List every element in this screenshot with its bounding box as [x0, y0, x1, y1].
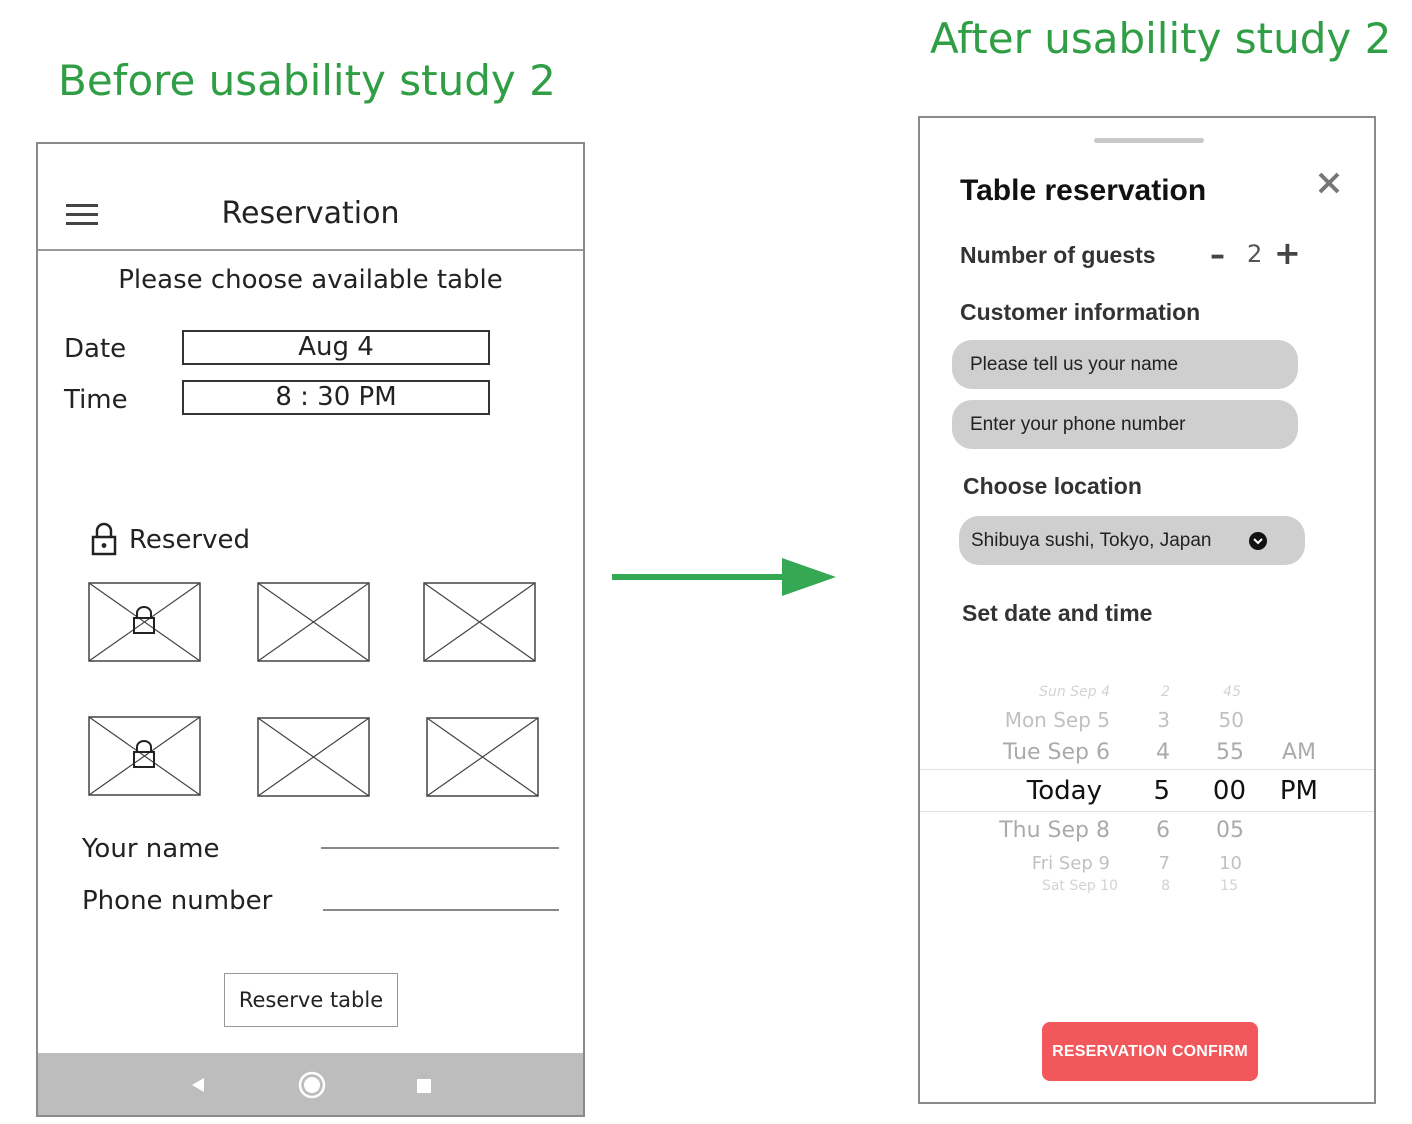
page-title: Reservation	[221, 196, 400, 231]
table-placeholder[interactable]	[257, 717, 370, 797]
after-heading: After usability study 2	[930, 14, 1392, 63]
guests-label: Number of guests	[960, 242, 1156, 268]
arrow-right-icon	[610, 556, 840, 598]
android-nav-bar	[38, 1053, 583, 1115]
location-value: Shibuya sushi, Tokyo, Japan	[971, 530, 1212, 551]
time-field[interactable]: 8 : 30 PM	[182, 380, 490, 415]
name-input[interactable]: Please tell us your name	[952, 340, 1298, 389]
lock-icon	[134, 607, 154, 633]
picker-row[interactable]: Fri Sep 9 7 10	[1031, 853, 1242, 874]
after-phone-mockup	[918, 116, 1376, 1104]
reserve-table-button[interactable]: Reserve table	[224, 973, 398, 1027]
name-label: Your name	[82, 834, 220, 864]
app-header	[38, 144, 583, 251]
picker-row[interactable]: Thu Sep 8 6 05	[999, 818, 1244, 843]
lock-icon	[134, 741, 154, 767]
phone-input[interactable]	[323, 909, 559, 911]
time-label: Time	[64, 385, 128, 415]
guests-count: 2	[1247, 240, 1263, 268]
location-label: Choose location	[963, 473, 1142, 499]
datetime-picker[interactable]	[920, 678, 1374, 898]
reservation-confirm-button[interactable]: RESERVATION CONFIRM	[1042, 1022, 1258, 1081]
location-select[interactable]	[959, 516, 1305, 565]
table-placeholder[interactable]	[426, 717, 539, 797]
before-heading: Before usability study 2	[58, 56, 556, 105]
picker-row-selected[interactable]: Today 5 00 PM	[1026, 776, 1318, 806]
sheet-title: Table reservation	[960, 174, 1207, 207]
reserved-legend-label: Reserved	[129, 525, 251, 555]
picker-row[interactable]: Tue Sep 6 4 55 AM	[1002, 740, 1316, 765]
table-placeholder[interactable]	[423, 582, 536, 662]
customer-info-label: Customer information	[960, 299, 1201, 325]
phone-input[interactable]: Enter your phone number	[952, 400, 1298, 449]
picker-row[interactable]: Sun Sep 4 2 45	[1039, 684, 1241, 700]
back-icon[interactable]	[190, 1077, 206, 1093]
table-placeholder[interactable]	[88, 716, 201, 796]
table-placeholder[interactable]	[88, 582, 201, 662]
close-icon[interactable]	[1316, 170, 1342, 196]
date-field[interactable]: Aug 4	[182, 330, 490, 365]
guests-minus-button[interactable]: –	[1210, 238, 1225, 273]
lock-icon	[90, 522, 118, 556]
home-icon[interactable]	[298, 1071, 326, 1099]
date-label: Date	[64, 334, 127, 364]
before-phone-mockup	[36, 142, 585, 1117]
recents-icon[interactable]	[416, 1078, 432, 1094]
table-placeholder[interactable]	[257, 582, 370, 662]
picker-row[interactable]: Sat Sep 10 8 15	[1041, 878, 1238, 894]
guests-plus-button[interactable]: +	[1274, 234, 1301, 272]
drag-handle[interactable]	[1094, 138, 1204, 143]
page-subtitle: Please choose available table	[118, 265, 503, 295]
phone-label: Phone number	[82, 886, 273, 916]
chevron-down-icon	[1249, 532, 1267, 550]
name-input[interactable]	[321, 847, 559, 849]
picker-row[interactable]: Mon Sep 5 3 50	[1004, 708, 1244, 732]
datetime-label: Set date and time	[962, 600, 1153, 626]
